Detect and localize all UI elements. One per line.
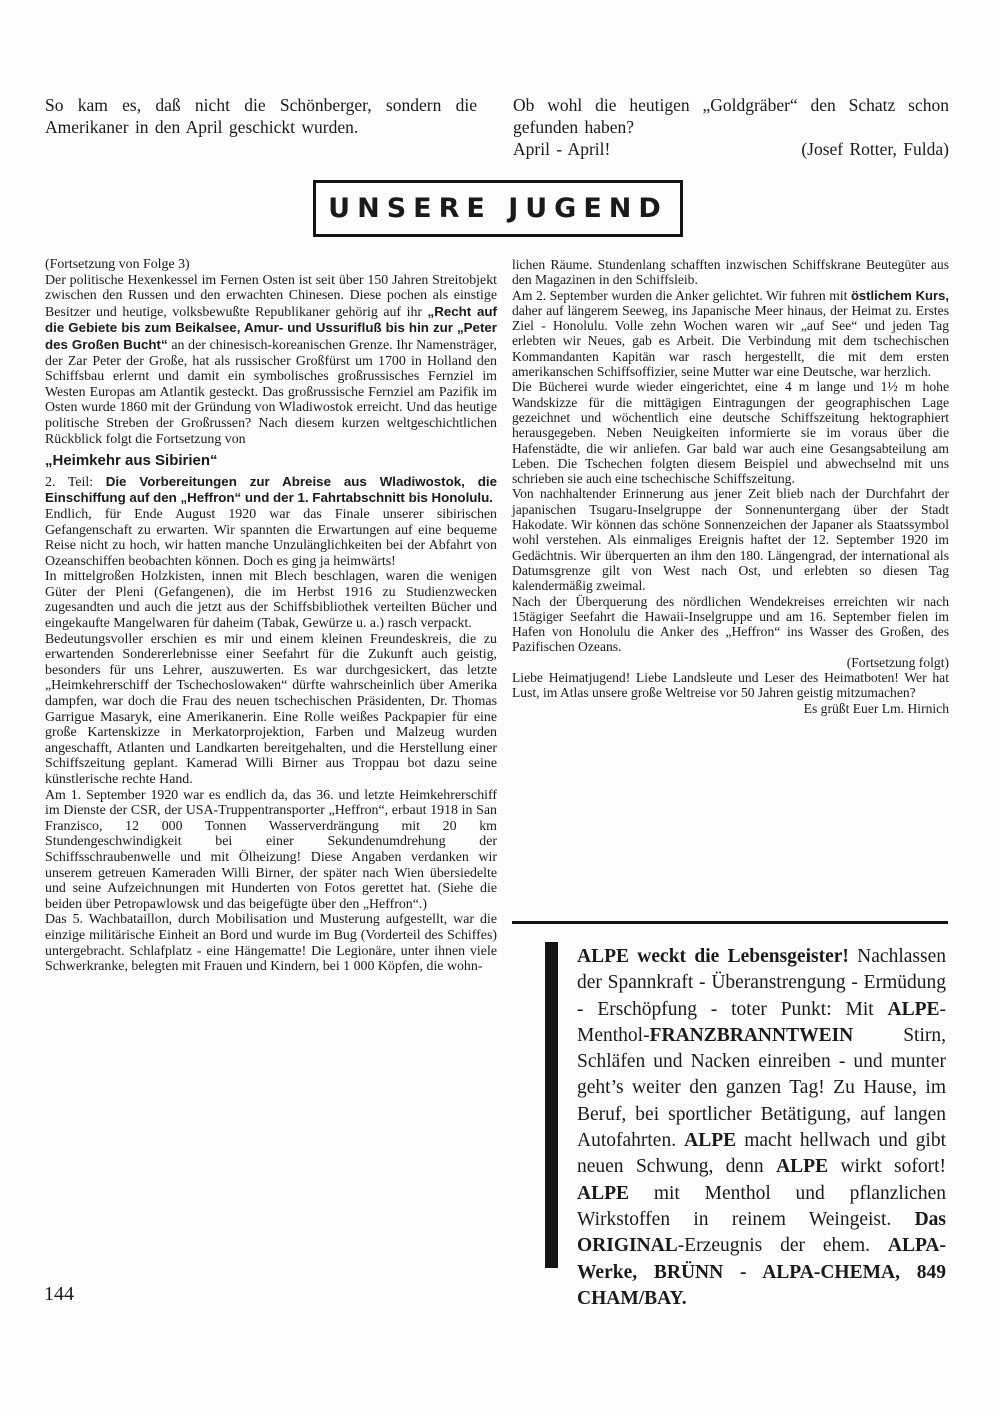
right-column: [512, 257, 949, 716]
paragraph: Liebe Heimatjugend! Liebe Landsleute und Leser des Heimatboten! Wer hat Lust, im Atlas unsere große Weltreise vor 50 Jahren geistig mitzumachen?: [512, 670, 949, 701]
top-right-note-text: Ob wohl die heutigen „Goldgräber“ den Schatz schon gefunden haben?: [513, 95, 949, 137]
top-right-note: [513, 94, 949, 160]
paragraph: 2. Teil: Die Vorbereitungen zur Abreise aus Wladiwostok, die Einschiffung auf den „Heffron“ und der 1. Fahrtabschnitt bis Honolulu.: [45, 473, 497, 506]
continuation-note: (Fortsetzung folgt): [846, 654, 949, 670]
continuation-note: (Fortsetzung von Folge 3): [45, 257, 190, 272]
section-title-box: [313, 180, 683, 237]
section-title: UNSERE JUGEND: [328, 193, 668, 224]
advert-text: ALPE weckt die Lebensgeister! Nachlassen der Spannkraft - Überanstrengung - Ermüdung - Erschöpfung - toter Punkt: Mit ALPE-Menthol-FRANZBRANNTWEIN Stirn, Schläfen und Nacken einreiben - und munter geht’s weiter den ganzen Tag! Zu Hause, im Beruf, bei sportlicher Betätigung, auf langen Autofahrten. ALPE macht hellwach und gibt neuen Schwung, denn ALPE wirkt sofort! ALPE mit Menthol und pflanzlichen Wirkstoffen in reinem Weingeist. Das ORIGINAL-Erzeugnis der ehem. ALPA-Werke, BRÜNN - ALPA-CHEMA, 849 CHAM/BAY.: [577, 946, 946, 1309]
top-left-note-text: So kam es, daß nicht die Schönberger, sondern die Amerikaner in den April geschickt wurden.: [45, 95, 477, 137]
left-column: [45, 257, 497, 975]
advert-divider-rule: [512, 921, 948, 924]
top-left-note: [45, 94, 477, 138]
page-number: 144: [44, 1283, 74, 1305]
paragraph: Die Bücherei wurde wieder eingerichtet, eine 4 m lange und 1½ m hohe Wandskizze für die mittägigen Eintragungen der geographischen Lage gezeichnet und wöchentlich eine deutsche Schiffszeitung hektographiert herausgegeben. Neben Neuigkeiten informierte sie im voraus über die Hafenstädte, die wir anliefen. Gar bald war auch eine Gesangsabteilung am Leben. Die Tschechen folgten diesem Beispiel und abwechselnd mit uns schrieben sie auch eine tschechische Schiffszeitung.: [512, 379, 949, 487]
paragraph: Das 5. Wachbataillon, durch Mobilisation und Musterung aufgestellt, war die einzige militärische Einheit an Bord und wurde im Bug (Vorderteil des Schiffes) untergebracht. Schlafplatz - eine Hängematte! Die Legionäre, unter ihnen viele Schwerkranke, belegten mit Frauen und Kindern, bei 1 000 Köpfen, die wohn-: [45, 912, 497, 975]
paragraph: Der politische Hexenkessel im Fernen Osten ist seit über 150 Jahren Streitobjekt zwischen den Russen und den erwachten Chinesen. Diese pochen als einstige Besitzer und heutige, volksbewußte Republikaner gehörig auf ihr „Recht auf die Gebiete bis zum Beikalsee, Amur- und Ussurifluß bis hin zur „Peter des Großen Bucht“ an der chinesisch-koreanischen Grenze. Ihr Namensträger, der Zar Peter der Große, hat als russischer Großfürst um 1700 in Holland den Schiffsbau erlernt und damit ein symbolisches großrussisches Fernziel im Westen Europas am Atlantik gesteckt. Das großrussische Fernziel am Pazifik im Osten wurde 1860 mit der Gründung von Wladiwostok erreicht. Und das heutige politische Streben der Großrussen? Nach diesem kurzen weltgeschichtlichen Rückblick folgt die Fortsetzung von: [45, 272, 498, 447]
subsection-heading: „Heimkehr aus Sibirien“: [45, 452, 218, 470]
paragraph: Am 1. September 1920 war es endlich da, das 36. und letzte Heimkehrerschiff im Dienste der CSR, der USA-Truppentransporter „Heffron“, erbaut 1918 in San Franzisco, 12 000 Tonnen Wasserverdrängung mit 20 km Stundengeschwindigkeit bei einer Sekundenumdrehung der Schiffsschraubenwelle und mit Ölheizung! Diese Angaben verdanken wir unserem getreuen Kameraden Willi Birner, der später nach Wien übersiedelte und seine Aufzeichnungen mit Hunderten von Fotos gerettet hat. (Siehe die beiden über Petropawlowsk und das beigefügte über den „Heffron“.): [45, 787, 497, 912]
signoff: Es grüßt Euer Lm. Hirnich: [803, 700, 949, 716]
paragraph: Endlich, für Ende August 1920 war das Finale unserer sibirischen Gefangenschaft zu erwarten. Wir spannten die Erwartungen auf eine bequeme Reise nicht zu hoch, wir hatten manche Unzulänglichkeiten bei der Abfahrt von Ozeanschiffen beobachten können. Doch es ging ja heimwärts!: [45, 506, 497, 569]
paragraph: Am 2. September wurden die Anker gelichtet. Wir fuhren mit östlichem Kurs, daher auf längerem Seeweg, ins Japanische Meer hinaus, der Heimat zu. Erstes Ziel - Honolulu. Volle zehn Wochen waren wir „auf See“ und jeden Tag erlebten wir Neues, gab es Arbeit. Die Verbindung mit dem tschechischen Kommandanten Kapitän war rasch hergestellt, die mit dem ersten amerikanschen Schiffsoffizier, seine Mutter war eine Deutsche, war herzlich.: [512, 287, 949, 380]
paragraph: In mittelgroßen Holzkisten, innen mit Blech beschlagen, waren die wenigen Güter der Pleni (Gefangenen), die im Herbst 1916 zu Studienzwecken zugesandten und auch die jetzt aus der Schiffsbibliothek verteilten Bücher und eingekaufte Mangelwaren für daheim (Tabak, Gewürze u. a.) rasch verpackt.: [45, 569, 497, 632]
paragraph: Von nachhaltender Erinnerung aus jener Zeit blieb nach der Durchfahrt der japanischen Tsugaru-Inselgruppe der Sonnenuntergang über der Stadt Hakodate. Wir können das schöne Sonnenzeichen der Japaner als Staatssymbol wohl verstehen. Als einmaliges Ereignis haftet der 12. September 1920 im Gedächtnis. Wir überquerten an ihm den 180. Längengrad, der international als Datumsgrenze gilt von West nach Ost, und erlebten so diesen Tag kalendermäßig zweimal.: [512, 486, 949, 594]
paragraph: lichen Räume. Stundenlang schafften inzwischen Schiffskrane Beutegüter aus den Magazinen in den Schiffsleib.: [512, 257, 949, 288]
april-text: April - April!: [513, 139, 611, 159]
paragraph: Bedeutungsvoller erschien es mir und einem kleinen Freundeskreis, die zu erwartenden Sondererlebnisse einer Seefahrt für die Zukunft auch geistig, besonders für uns Lehrer, auszuwerten. Es war durchgesickert, das letzte „Heimkehrerschiff der Tschechoslowaken“ dürfte wahrscheinlich über Amerika dampfen, war doch die Frau des neuen tschechischen Präsidenten, Dr. Thomas Garrigue Masaryk, eine Amerikanerin. Eine Rolle weißes Packpapier für eine große Kartenskizze in Merkatorprojektion, Farben und Malzeug wurden angeschafft, Atlanten und Landkarten bereitgehalten, und die Herstellung einer Schiffszeitung geplant. Kamerad Willi Birner aus Troppau bot dazu seine künstlerische rechte Hand.: [45, 631, 497, 787]
paragraph: Nach der Überquerung des nördlichen Wendekreises erreichten wir nach 15tägiger Seefahrt die Hawaii-Inselgruppe und am 16. September fielen im Hafen von Honolulu die Anker des „Heffron“ ins Wasser des Großen, des Pazifischen Ozeans.: [512, 593, 949, 655]
top-right-note-row: [513, 138, 949, 160]
byline: (Josef Rotter, Fulda): [801, 139, 949, 159]
advert-side-bar: [545, 942, 558, 1268]
